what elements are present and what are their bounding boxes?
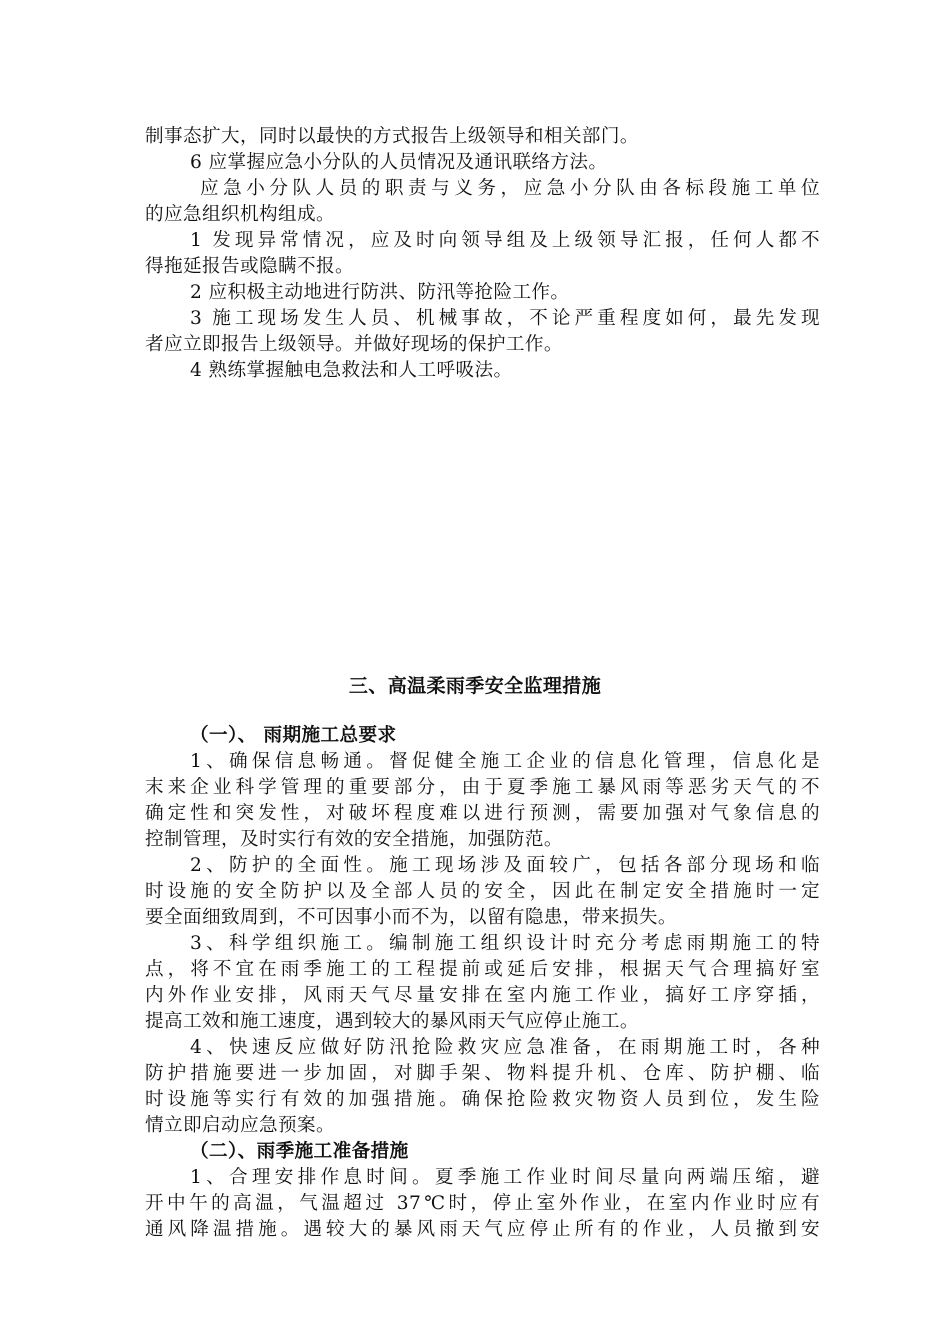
paragraph-line: 时设施等实行有效的加强措施。确保抢险救灾物资人员到位，发生险 — [145, 1089, 820, 1110]
paragraph-line: 通风降温措施。遇较大的暴风雨天气应停止所有的作业，人员撤到安 — [145, 1219, 820, 1240]
paragraph-line: 应急小分队人员的职责与义务，应急小分队由各标段施工单位 — [200, 178, 820, 199]
paragraph-line: 3 施工现场发生人员、机械事故，不论严重程度如何，最先发现 — [190, 308, 820, 329]
paragraph-line: 4 熟练掌握触电急救法和人工呼吸法。 — [190, 360, 513, 381]
subsection-heading: （二）、雨季施工准备措施 — [190, 1141, 409, 1162]
paragraph-line: 内外作业安排，风雨天气尽量安排在室内施工作业，搞好工序穿插， — [145, 985, 820, 1006]
paragraph-line: 开中午的高温，气温超过 37℃时，停止室外作业，在室内作业时应有 — [145, 1193, 820, 1214]
paragraph-line: 要全面细致周到，不可因事小而不为，以留有隐患，带来损失。 — [145, 907, 677, 928]
paragraph-line: 者应立即报告上级领导。并做好现场的保护工作。 — [145, 334, 563, 355]
paragraph-line: 1 发现异常情况，应及时向领导组及上级领导汇报，任何人都不 — [190, 230, 820, 251]
paragraph-line: 情立即启动应急预案。 — [145, 1115, 335, 1136]
paragraph-line: 4、快速反应做好防汛抢险救灾应急准备，在雨期施工时，各种 — [190, 1037, 820, 1058]
paragraph-line: 1、确保信息畅通。督促健全施工企业的信息化管理，信息化是 — [190, 751, 820, 772]
paragraph-line: 2 应积极主动地进行防洪、防汛等抢险工作。 — [190, 282, 570, 303]
paragraph-line: 3、科学组织施工。编制施工组织设计时充分考虑雨期施工的特 — [190, 933, 820, 954]
paragraph-line: 点，将不宜在雨季施工的工程提前或延后安排，根据天气合理搞好室 — [145, 959, 820, 980]
paragraph-line: 提高工效和施工速度，遇到较大的暴风雨天气应停止施工。 — [145, 1011, 639, 1032]
section-title: 三、高温柔雨季安全监理措施 — [348, 675, 602, 697]
paragraph-line: 2、防护的全面性。施工现场涉及面较广，包括各部分现场和临 — [190, 855, 820, 876]
paragraph-line: 末来企业科学管理的重要部分，由于夏季施工暴风雨等恶劣天气的不 — [145, 777, 820, 798]
paragraph-line: 确定性和突发性，对破坏程度难以进行预测，需要加强对气象信息的 — [145, 803, 820, 824]
paragraph-line: 1、合理安排作息时间。夏季施工作业时间尽量向两端压缩，避 — [190, 1167, 820, 1188]
paragraph-line: 得拖延报告或隐瞒不报。 — [145, 256, 354, 277]
paragraph-line: 的应急组织机构组成。 — [145, 204, 335, 225]
paragraph-line: 6 应掌握应急小分队的人员情况及通讯联络方法。 — [190, 152, 608, 173]
paragraph-line: 制事态扩大，同时以最快的方式报告上级领导和相关部门。 — [145, 126, 639, 147]
paragraph-line: 控制管理，及时实行有效的安全措施，加强防范。 — [145, 829, 563, 850]
paragraph-line: 防护措施要进一步加固，对脚手架、物料提升机、仓库、防护棚、临 — [145, 1063, 820, 1084]
subsection-heading: （一）、 雨期施工总要求 — [190, 725, 397, 746]
paragraph-line: 时设施的安全防护以及全部人员的安全，因此在制定安全措施时一定 — [145, 881, 820, 902]
